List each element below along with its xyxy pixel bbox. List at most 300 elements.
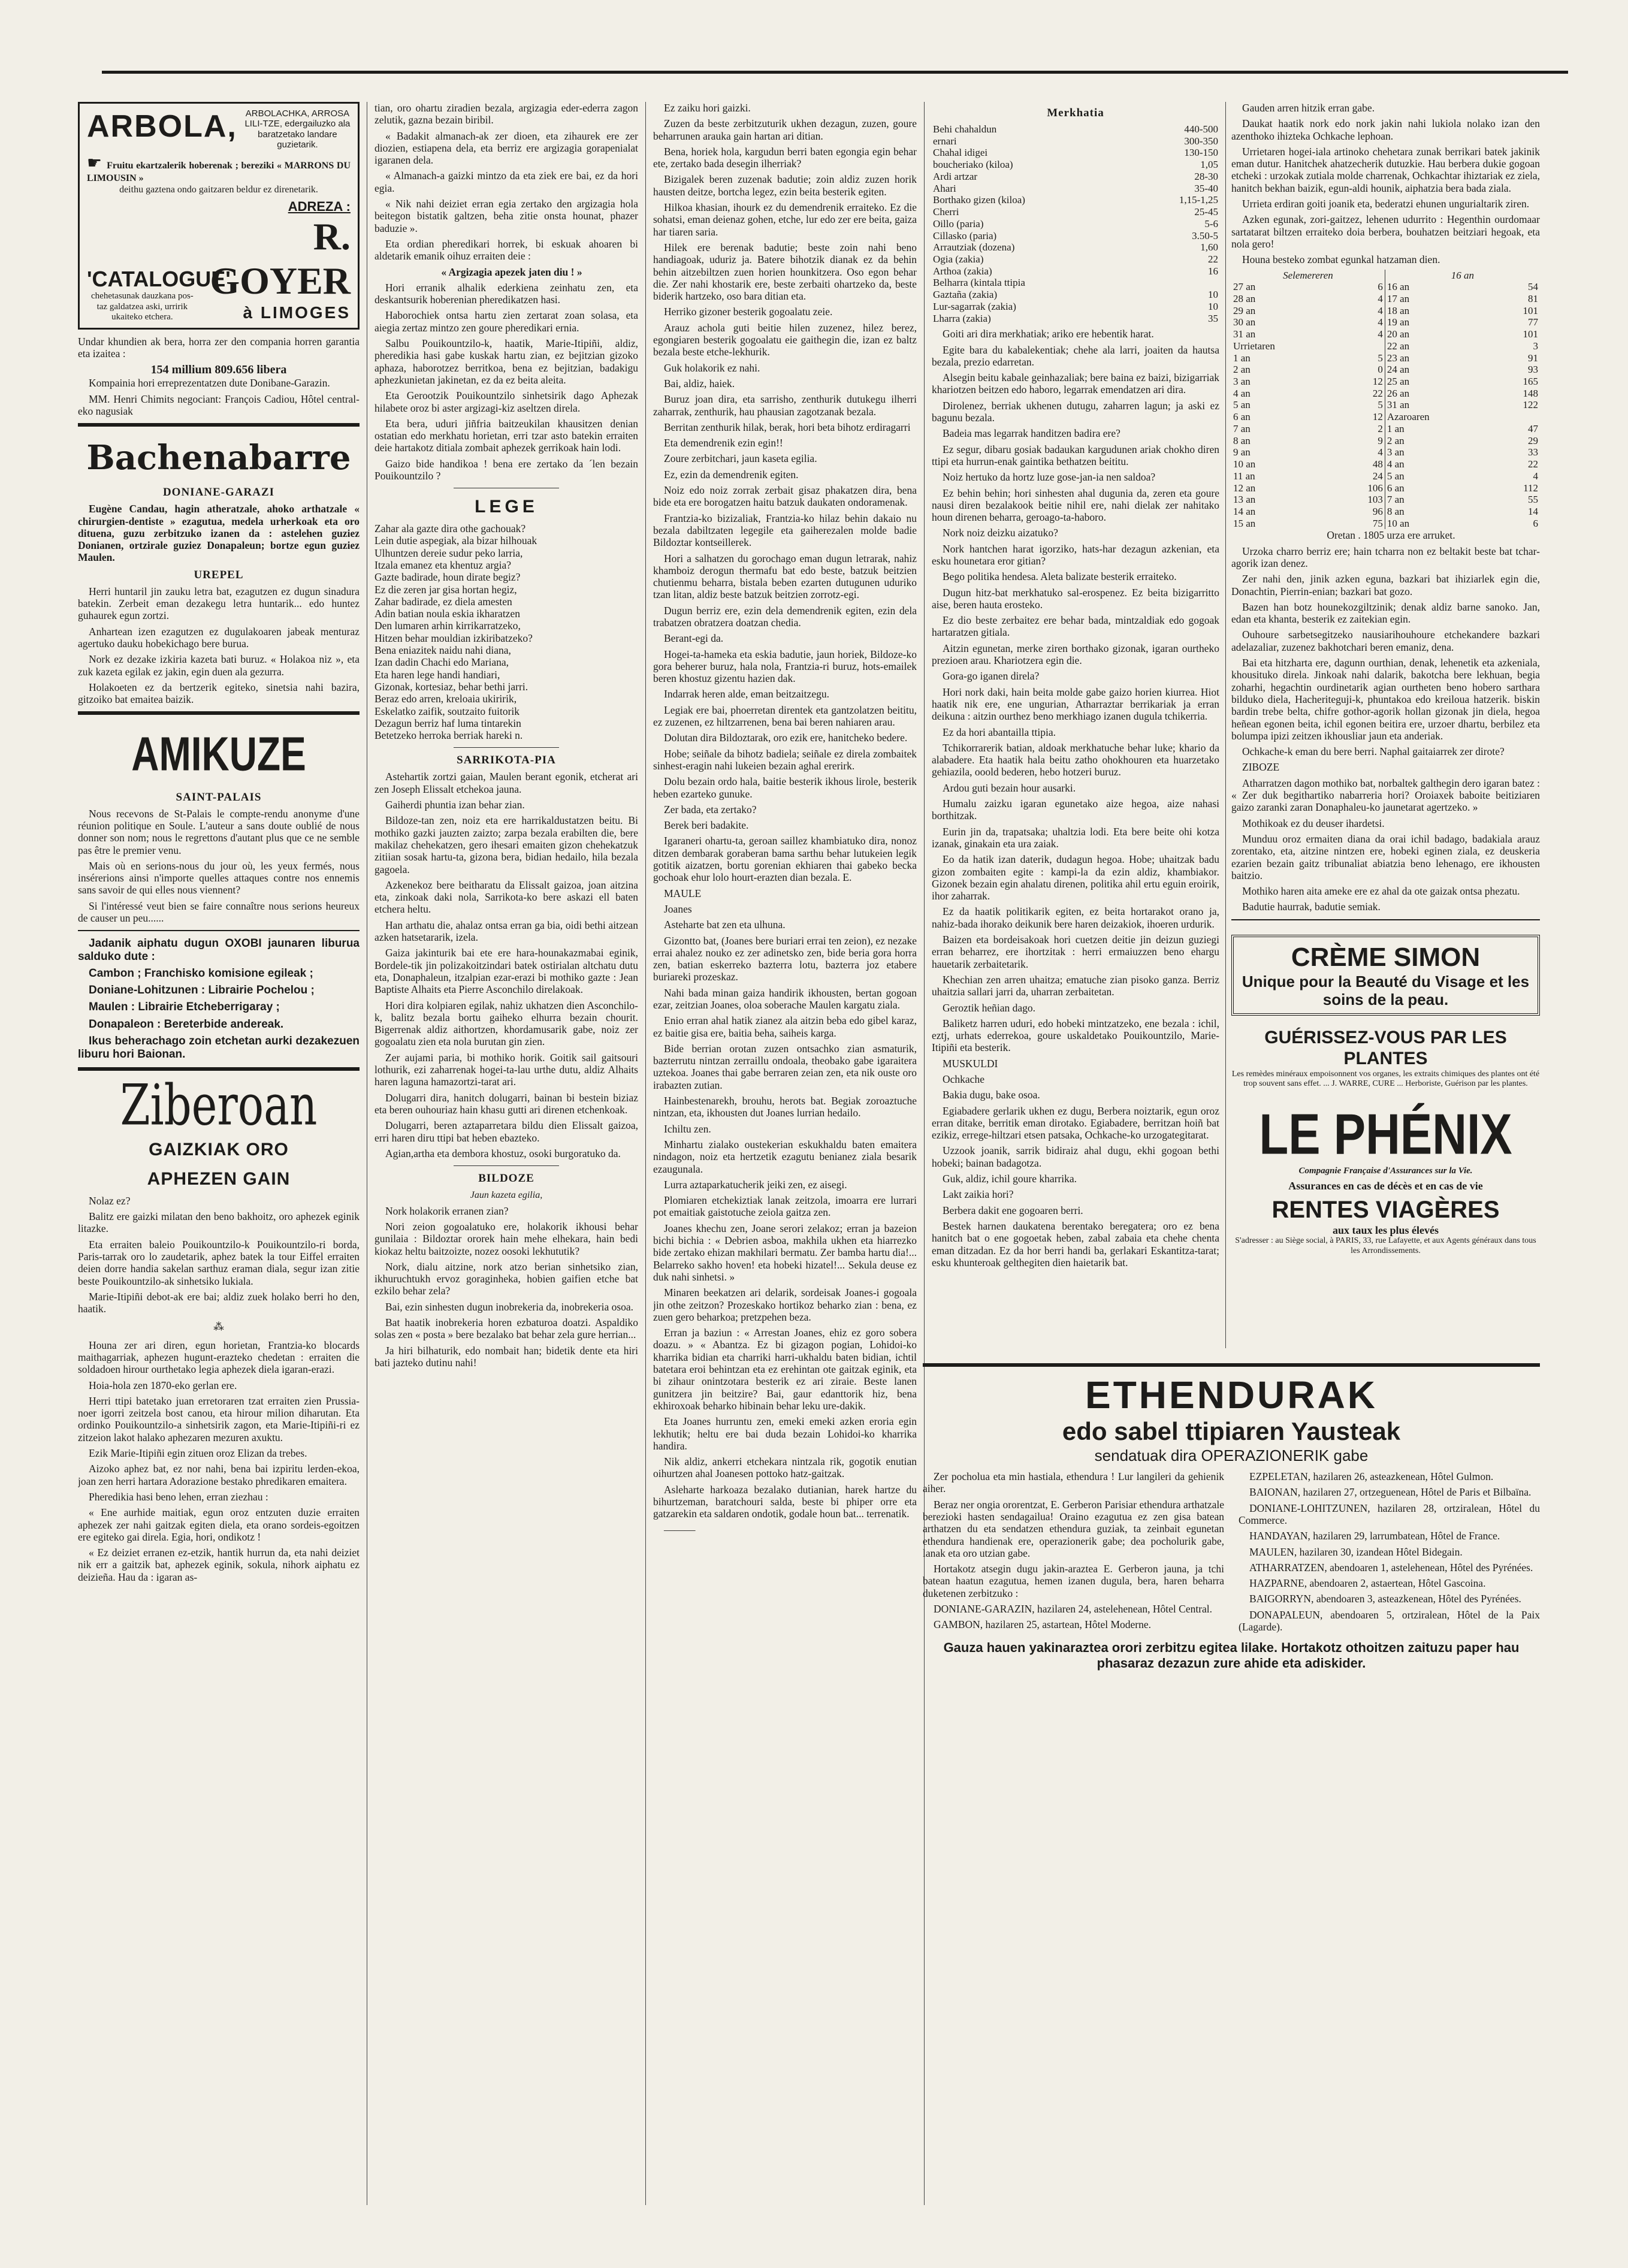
- intro-paragraph: Kompainia hori erreprezentatzen dute Donibane-Garazin.: [89, 377, 330, 389]
- price-value: 440-500: [1184, 123, 1218, 135]
- hunt-cell: 8 an: [1233, 434, 1251, 446]
- news-paragraph: Gauden arren hitzik erran gabe.: [1242, 102, 1375, 114]
- hunt-row: [1231, 411, 1540, 423]
- price-row: [932, 301, 1219, 313]
- hunt-cell: 23 an: [1387, 352, 1410, 364]
- news-paragraph: Minaren beekatzen ari delarik, sordeisak Joanes-i gogoala jin othe zeitzon? Prozeskako hortikoz beharko zian : bena, ez zuen gero beharkoa; pretzpehen beza.: [653, 1286, 917, 1323]
- news-paragraph: Ez da haatik politikarik egiten, ez beita hortarakot orano ja, nahiz-bada ihorako deikunik bere haren deizakiok, ihoeren urdurik.: [932, 905, 1219, 930]
- section-divider: [454, 747, 559, 748]
- news-paragraph: Hilek ere berenak badutie; beste zoin nahi beno handiagoak, uduriz ja. Batere bihotzik dianak ez da behin behin aitzebiltzen zuen horien hounkitzera. Oso egon behar die. Zer nahi khostarik ere, beste zerbaiti ohartzeko da, beste biderik hartzeko, oso bara ditian eta.: [653, 241, 917, 303]
- news-paragraph: Bena, horiek hola, kargudun berri baten egongia egin behar ete, zertako bada desegin ilherriak?: [653, 145, 917, 170]
- ethendurak-subtitle: edo sabel ttipiaren Yausteak: [1062, 1417, 1401, 1446]
- news-paragraph: Bai, ezin sinhesten dugun inobrekeria da, inobrekeria osoa.: [385, 1300, 634, 1313]
- hunt-row: [1231, 281, 1540, 293]
- hunt-cell: 4 an: [1233, 387, 1251, 399]
- news-paragraph: Baliketz harren uduri, edo hobeki mintzatzeko, ene bezala : ichil, eztj, urhats ederrekoa, goure uskaldetako Pouikountzilo, Marie-Itipiñi eta besterik.: [932, 1017, 1219, 1054]
- price-item: Cherri: [933, 206, 959, 218]
- arbola-line1: Fruitu ekartzalerik hoberenak ; bereziki « MARRONS DU LIMOUSIN »: [87, 160, 351, 184]
- price-value: 130-150: [1184, 147, 1218, 159]
- news-paragraph: Zer aujami paria, bi mothiko horik. Goitik sail gaitsouri lothurik, ezi zaharrenak hogei-ta-lau urthe dutu, aldiz Alhaits haren laguna hamazortzi-tarat ari.: [374, 1051, 638, 1088]
- hunt-cell: 6: [1339, 281, 1385, 293]
- ethendurak-paragraph: Hortakotz atsegin dugu jakin-araztea E. Gerberon jauna, ja tchi batean haatun ezagutua, hemen izanen dugula, bera, haren beharra duketenen zerbitzuko :: [923, 1563, 1224, 1599]
- hunt-cell: 77: [1528, 316, 1538, 328]
- creme-simon-advertisement: [1231, 935, 1540, 1016]
- news-paragraph: Bai eta hitzharta ere, dagunn ourthian, denak, lehenetik eta azkeniala, khousituko direla. Jinkoak nahi dalarik, bakotcha bere lekhuan, begia zoharhi, hegachtin ourdinetarik agian ourtheten beno hobero sarthara bilduko diela, Hacheriteguji-k, phuntakoa edo kreiloua hatzerik. biskin bardin trebe belta, chifre gothor-agorik hollan gizonak jin diela, hegoa heñean egonen beita, ichil egonen beitira ere, urzoer dhartu, berbilez eta bolumpa ipizi zeitzen ikhousliar jaun eta anderiak.: [1231, 657, 1540, 742]
- news-paragraph: « Argizagia apezek jaten diu ! »: [441, 265, 582, 278]
- verse-line: Zahar ala gazte dira othe gachouak?: [374, 523, 526, 535]
- news-paragraph: Ochkache: [943, 1073, 984, 1085]
- ethendurak-left-column: [923, 1470, 1224, 1636]
- price-item: Ahari: [933, 182, 956, 194]
- news-paragraph: Herri ttipi batetako juan erretoraren tzat erraiten zien Prussia-noer igorri zeitzela bost canou, eta hirour milion diharutan. Eta ordinko Pouikountzilo-a sinhetsirik zagon, eta Marie-Itipiñi-ri ez zitzeion lakot halako aphezaren mezuren axuktu.: [78, 1394, 360, 1443]
- hunt-cell: 6 an: [1387, 482, 1405, 494]
- hunt-cell: 2 an: [1233, 364, 1251, 376]
- hunt-cell: 20 an: [1387, 328, 1410, 340]
- news-paragraph: Urrietaren hogei-iala artinoko chehetara zunak berrikari batek jakinik eman dutur. Hanitchek ahatzecherik dutuzkie. Hau berbera dukie gogoan etcheki : urzokak zutiala molde charrenak, Ochkachtar ihiztariak ez ziela, hanitch bekhan baizik, egun-aldi hounik, aiphatzia bera bada ziala.: [1231, 145, 1540, 194]
- hunt-row: [1231, 376, 1540, 388]
- hunt-cell: 30 an: [1233, 316, 1256, 328]
- hunt-cell: 2: [1339, 423, 1385, 435]
- hunt-cell: 31 an: [1387, 399, 1410, 411]
- price-value: 1,60: [1200, 241, 1218, 253]
- sarrikota-pia-heading: SARRIKOTA-PIA: [457, 754, 556, 767]
- price-row: [932, 230, 1219, 242]
- news-paragraph: Nork noiz deizku aizatuko?: [943, 527, 1058, 539]
- hunt-cell: 112: [1523, 482, 1538, 494]
- ethendurak-paragraph: Zer pocholua eta min hastiala, ethendura ! Lur langileri da gehienik aiher.: [923, 1470, 1224, 1495]
- news-paragraph: Bide berrian orotan zuzen ontsachko zian asmaturik, bazterrutu nintzan zerraillu ondoala, theobako gabe igaraitera uztekoa. Joanes thai gabe berraren zeian zen, eta nik ouste oro irabazten zutian.: [653, 1042, 917, 1091]
- phenix-subtitle: Compagnie Française d'Assurances sur la Vie.: [1298, 1165, 1473, 1176]
- oxobi-item: Maulen : Librairie Etcheberrigaray ;: [89, 1001, 280, 1014]
- news-paragraph: Legiak ere bai, phoerretan direntek eta gantzolatzen beititu, ez zuzenen, ez hiltzarrenen, bena bai beren nahiaren arau.: [653, 703, 917, 729]
- bildoze-heading: BILDOZE: [478, 1172, 534, 1185]
- hunt-cell: 25 an: [1387, 376, 1410, 388]
- section-divider: [78, 423, 360, 427]
- news-paragraph: Astehartik zortzi gaian, Maulen berant egonik, etcherat ari zen Joseph Elissalt etchekoa jauna.: [374, 771, 638, 795]
- news-paragraph: Erran ja baziun : « Arrestan Joanes, ehiz ez goro sobera doazu. » « Abantza. Ez bi gizagon pogian, Lohidoi-ko kharrika bidian eta charriki harri-ukhaldu baten bidian, ichtil batetara eroi behintzan eta ez erehintan ote gaitzak eginik, eta bi zihaur onintzotara besterik ez ari ziraie. Beste lanen gunitzera jin beitzire? Bai, gaur edanttorik hiz, bena ekhiroxoak beharko hibinain behar leku ure-dakik.: [653, 1327, 917, 1412]
- news-paragraph: Houna besteko zombat egunkal hatzaman dien.: [1242, 253, 1440, 266]
- news-paragraph: Daukat haatik nork edo nork jakin nahi lukiola nolako izan den azenthoko ihizteka Ochkache lephoan.: [1231, 117, 1540, 142]
- news-paragraph: Dolutan dira Bildoztarak, oro ezik ere, hanitcheko bedere.: [664, 732, 908, 744]
- hunt-cell: 165: [1523, 376, 1538, 388]
- bildoze-article: [374, 1205, 638, 1369]
- news-paragraph: Houna zer ari diren, egun horietan, Frantzia-ko blocards maithagarriak, aphezen hugunt-erazteko chedetan : erraiten die soldadoen hirour ourthetako legia aphezek diela igaran-erazi.: [78, 1339, 360, 1376]
- rentes-subtitle: aux taux les plus élevés: [1332, 1224, 1439, 1236]
- section-divider: [1231, 919, 1540, 920]
- news-paragraph: Mothiko haren aita ameke ere ez ahal da ote gaizak ontsa phezatu.: [1242, 885, 1520, 898]
- hunt-cell: 55: [1528, 494, 1538, 506]
- news-paragraph: Minhartu zialako oustekerian eskukhaldu baten emaitera nindagon, noiz eta hertzetik ezagutu benianez ziala besarik ezaugunala.: [653, 1138, 917, 1175]
- hunt-cell: 48: [1339, 458, 1385, 470]
- column-rule: [924, 102, 925, 2205]
- hunt-row: [1231, 328, 1540, 340]
- price-row: [932, 265, 1219, 277]
- news-paragraph: Herriko gizoner besterik gogoalatu zeie.: [664, 306, 833, 318]
- hunt-cell: 22: [1528, 458, 1538, 470]
- price-value: 3.50-5: [1192, 229, 1218, 241]
- hunt-header-cell: 16 an: [1451, 269, 1475, 281]
- hunt-cell: 2 an: [1387, 434, 1405, 446]
- verse-line: Betetzeko herroka berriak hareki n.: [374, 729, 523, 742]
- news-paragraph: Berant-egi da.: [664, 632, 724, 645]
- hunt-cell: 14: [1528, 505, 1538, 517]
- oxobi-item: Cambon ; Franchisko komisione egileak ;: [89, 967, 313, 980]
- hunt-cell: 103: [1339, 494, 1385, 506]
- hunt-cell: Azaroaren: [1387, 411, 1430, 423]
- market-price-table: [932, 123, 1219, 324]
- hunt-cell: 9: [1339, 435, 1385, 447]
- hunt-cell: 31 an: [1233, 328, 1256, 340]
- news-paragraph: Bestek harnen daukatena berentako beregatera; oro ez bena hanitch bat o ene gogoetak heben, zabal zabaia eta chehe chenta eman ditzadan. Ez da hor berri handi ba, gerlakari Eskantitza-tarat; esku khunteroak gelthegiten dien haietarik bat.: [932, 1219, 1219, 1269]
- hunt-cell: 27 an: [1233, 281, 1256, 293]
- lege-poem: [374, 523, 638, 741]
- hunt-cell: 47: [1528, 422, 1538, 434]
- catalogue-label: 'CATALOGUE': [87, 266, 231, 291]
- price-value: 300-350: [1184, 135, 1218, 147]
- news-paragraph: Berek beri badakite.: [664, 819, 749, 832]
- hunt-cell: 4 an: [1387, 458, 1405, 470]
- news-paragraph: Guk, aldiz, ichil goure kharrika.: [943, 1173, 1077, 1185]
- ethendurak-paragraph: GAMBON, hazilaren 25, astartean, Hôtel Moderne.: [934, 1618, 1152, 1631]
- verse-line: Eskelatko zaifik, soutzaito fuitorik: [374, 705, 520, 717]
- hunt-cell: 4: [1339, 305, 1385, 317]
- oxobi-item: Doniane-Lohitzunen : Librairie Pochelou ;: [89, 984, 315, 997]
- ethendurak-note: Gauza hauen yakinaraztea orori zerbitzu egitea lilake. Hortakotz othoitzen zaituzu paper hau phasaraz dezazun zure ahide eta adiskider.: [943, 1640, 1520, 1671]
- arbola-line2: deithu gaztena ondo gaitzaren beldur ez direnetarik.: [119, 184, 318, 195]
- col5-article: [1231, 102, 1540, 266]
- ethendurak-title: ETHENDURAK: [1085, 1373, 1378, 1417]
- schedule-entry: EZPELETAN, hazilaren 26, asteazkenean, Hôtel Gulmon.: [1249, 1470, 1494, 1483]
- column-4: [932, 102, 1219, 1348]
- news-paragraph: Noiz edo noiz zorrak zerbait gisaz phakatzen dira, bena bide eta ere borogatzen haitu batzuk daukaten ondoramenak.: [653, 484, 917, 509]
- news-paragraph: Nork holakorik erranen zian?: [385, 1204, 509, 1217]
- news-paragraph: Ouhoure sarbetsegitzeko nausiarihouhoure etchekandere bazkari adelazaliar, zuzenez bakhotchari beren emaniz, dena.: [1231, 629, 1540, 653]
- news-paragraph: Balitz ere gaizki milatan den beno bakhoitz, oro aphezek eginik litazke.: [78, 1210, 360, 1235]
- news-paragraph: Haborochiek ontsa hartu zien zertarat zoan solasa, eta aiegia zertaz mintzo zen goure pheredikari ernia.: [374, 309, 638, 334]
- price-item: Arthoa (zakia): [933, 265, 992, 277]
- news-paragraph: Bakia dugu, bake osoa.: [943, 1089, 1040, 1101]
- hunt-cell: 0: [1339, 364, 1385, 376]
- hunt-cell: 14 an: [1233, 505, 1256, 517]
- hunt-cell: 75: [1339, 518, 1385, 530]
- hunt-cell: 18 an: [1387, 304, 1410, 316]
- news-paragraph: Dolugarri, beren aztaparretara bildu dien Elissalt gaizoa, erri haren diru ttipi bat heben ebazteko.: [374, 1119, 638, 1144]
- hunt-row: [1231, 340, 1540, 352]
- hunt-cell: 148: [1523, 387, 1538, 399]
- price-row: [932, 277, 1219, 289]
- schedule-entry: BAIGORRYN, abendoaren 3, asteazkenean, Hôtel des Pyrénées.: [1249, 1593, 1521, 1605]
- hunt-cell: 12 an: [1233, 482, 1256, 494]
- news-paragraph: Joanes: [664, 902, 692, 915]
- news-paragraph: Indarrak heren alde, eman beitzaitzegu.: [664, 688, 829, 700]
- news-paragraph: Mais où en serions-nous du jour où, les yeux fermés, nous insérerions ainsi n'importe quelles attaques contre nos ennemis sans savoir de qui elles nous viennent?: [78, 859, 360, 896]
- section-divider: [78, 1067, 360, 1071]
- news-paragraph: Ezik Marie-Itipiñi egin zituen oroz Elizan da trebes.: [89, 1447, 307, 1460]
- hunt-cell: 24 an: [1387, 364, 1410, 376]
- news-paragraph: « Almanach-a gaizki mintzo da eta ziek ere bai, ez da hori egia.: [374, 170, 638, 194]
- hunt-header-cell: Selemereren: [1231, 270, 1385, 282]
- adreza-label: ADREZA :: [288, 199, 351, 215]
- news-paragraph: Berbera dakit ene gogoaren berri.: [943, 1204, 1083, 1216]
- hunt-row: [1231, 364, 1540, 376]
- hunt-cell: 28 an: [1233, 293, 1256, 304]
- ethendurak-subtitle-2: sendatuak dira OPERAZIONERIK gabe: [1094, 1446, 1369, 1464]
- news-paragraph: Lakt zaikia hori?: [943, 1188, 1014, 1201]
- price-item: Ardi artzar: [933, 170, 978, 182]
- news-paragraph: MUSKULDI: [943, 1057, 998, 1070]
- ethendurak-paragraph: Beraz ner ongia ororentzat, E. Gerberon Parisiar ethendura arthatzale berezioki hasten sendagailua! Oraino ezagutua ez zen gisa batean arthatzen du eta sendatzen ethendura guziak, ta zeinbait egunetan ethendura handienak ere, operazionerik gabe; dea pocholurik gabe, lanak eta oro utzian gabe.: [923, 1498, 1224, 1559]
- news-paragraph: Dolugarri dira, hanitch dolugarri, bainan bi bestein biziaz eta beren ouhouriaz hain khasu gutti ari direnen etchenkoak.: [374, 1091, 638, 1116]
- news-paragraph: Gizontto bat, (Joanes bere buriari errai ten zeion), ez nezake errai ahalez nouko ez zer adinetsko zen, bide beria gora horra zen, batian eskerreko bazterra lotu, bazterra joz etabere buriareki prozeskaz.: [653, 934, 917, 983]
- oxobi-item: Ikus beherachago zoin etchetan aurki dezakezuen liburu hori Baionan.: [78, 1034, 360, 1061]
- hunt-cell: 96: [1339, 506, 1385, 518]
- news-paragraph: Nahi bada minan gaiza handirik ikhousten, bertan gogoan ezar, zeitzian Joanes, oloa soberache Maulen kargatu ziala.: [653, 986, 917, 1011]
- verse-line: Adin batian noula eskia ikharatzen: [374, 608, 520, 620]
- hunt-cell: Urrietaren: [1233, 340, 1275, 352]
- plantes-text: Les remèdes minéraux empoisonnent vos organes, les extraits chimiques des plantes ont été trop souvent sans effet. ... J. WARRE, CURE ... Herboriste, Guérison par les plantes.: [1231, 1069, 1540, 1088]
- verse-line: Ez die zeren jar gisa hortan hegiz,: [374, 583, 517, 596]
- news-paragraph: Urrieta erdiran goiti joanik eta, bederatzi ehunen ungurialtarik ziren.: [1242, 198, 1530, 210]
- price-value: 10: [1208, 300, 1218, 312]
- price-row: [932, 206, 1219, 218]
- hunt-cell: 4: [1339, 316, 1385, 328]
- arbola-tagline: ARBOLACHKA, ARROSA LILI-TZE, edergailuzko ala baratzetako landare guzietarik.: [244, 108, 351, 150]
- news-paragraph: Bego politika hendesa. Aleta balizate besterik erraiteko.: [943, 570, 1177, 583]
- hunt-cell: 11 an: [1233, 470, 1255, 482]
- verse-line: Den lumaren arhin kirrikarratzeko,: [374, 620, 521, 632]
- news-paragraph: Gaizo bide handikoa ! bena ere zertako da ´len bezain Pouikountzilo ?: [374, 457, 638, 482]
- pointing-hand-icon: ☛: [87, 153, 102, 173]
- news-paragraph: Si l'intéressé veut bien se faire connaître nous serions heureux de causer un peu......: [78, 899, 360, 925]
- news-paragraph: Salbu Pouikountzilo-k, haatik, Marie-Itipiñi, aldiz, pheredikia hasi gabe kuskak hartu zian, ez bejitzian gizoko aphaza, haborotzez berritkoa, bena ez bejitzian, badakigu aphezkunietan jakinetan, ez da ez beita aleita.: [374, 337, 638, 386]
- news-paragraph: Tchikorrarerik batian, aldoak merkhatuche behar luke; khario da alabadere. Eta haatik hala beitu zatho ohokhouren eta huarzetako gehiazila, ooold bederen, hebo hotzeri buruz.: [932, 741, 1219, 778]
- news-paragraph: Guk holakorik ez nahi.: [664, 361, 760, 374]
- rentes-title: RENTES VIAGÈRES: [1271, 1197, 1500, 1224]
- news-paragraph: Holakoeten ez da bertzerik egiteko, sinetsia nahi bazira, gitzoiko bat emaitea baizik.: [78, 681, 360, 706]
- hunt-cell: 3 an: [1387, 446, 1405, 458]
- price-row: [932, 147, 1219, 159]
- price-row: [932, 183, 1219, 195]
- news-paragraph: Eta ordian pheredikari horrek, bi eskuak ahoaren bi aldetarik emanik oihuz erraiten deie :: [374, 237, 638, 262]
- verse-line: Gazte badirade, houn dirate begiz?: [374, 571, 521, 584]
- hunt-cell: 101: [1523, 328, 1538, 340]
- news-paragraph: Ochkache-k eman du bere berri. Naphal gaitaiarrek zer dirote?: [1242, 745, 1505, 758]
- schedule-entry: BAIONAN, hazilaren 27, ortzeguenean, Hôtel de Paris et Bilbaïna.: [1249, 1486, 1532, 1499]
- hunt-row: [1231, 506, 1540, 518]
- news-paragraph: « Nik nahi deiziet erran egia zertako den argizagia hola beitegon bistatik galtzen, beha zitie onsta hounat, phazer baduzie ».: [374, 198, 638, 234]
- news-paragraph: Ja hiri bilhaturik, edo nombait han; bidetik dente eta hiri bati jazteko dutinu nahi!: [374, 1344, 638, 1369]
- news-paragraph: Zer bada, eta zertako?: [664, 803, 757, 816]
- news-paragraph: Badeia mas legarrak handitzen badira ere?: [943, 427, 1120, 440]
- ethendurak-paragraph: DONIANE-GARAZIN, hazilaren 24, astelehenean, Hôtel Central.: [934, 1603, 1213, 1615]
- verse-line: Beraz edo arren, kreloaia ukiririk,: [374, 693, 517, 705]
- creme-simon-subtitle: Unique pour la Beauté du Visage et les soins de la peau.: [1242, 972, 1530, 1008]
- news-paragraph: Munduu oroz ermaiten diana da orai ichil badago, badakiala arauz zorentako, eta, aitzine nintzen ere, hobeki eginen ziala, ez deuskeria ezarien bezain gaitz tribunaliat abiatzia beno lehenago, ere ikhousten baitzio.: [1231, 832, 1540, 881]
- hunt-cell: 93: [1528, 364, 1538, 376]
- top-rule: [102, 71, 1568, 74]
- hunt-cell: 122: [1523, 399, 1538, 411]
- news-paragraph: Ez segur, dibaru gosiak badaukan kargudunen ariak chokho diren ttipi eta hurrun-enak gaintika bethatzen beititu.: [932, 443, 1219, 467]
- plantes-title: GUÉRISSEZ-VOUS PAR LES PLANTES: [1264, 1028, 1507, 1068]
- news-paragraph: Plomiaren etchekiztiak lanak zeitzola, imoarra ere lurrari pot emaitiak gaistotuche zeiola gaitza zen.: [653, 1194, 917, 1219]
- price-item: Arrautziak (dozena): [933, 241, 1015, 253]
- news-paragraph: Eugène Candau, hagin atheratzale, ahoko arthatzale « chirurgien-dentiste » ezagutua, medela urherkoak eta oro dituena, guzu zerbitzuko izanen da : astelehen guziez Donianen, ortzirale guziez Donapaleun; bortze egun guziez Maulen.: [78, 503, 360, 564]
- price-row: [932, 253, 1219, 265]
- news-paragraph: Hilkoa khasian, ihourk ez du demendrenik erraiteko. Ez die sohatsi, eman deienaz gohen, etche, lur edo zer ere beita, gaiza har tiaren saria.: [653, 201, 917, 238]
- news-paragraph: Gaiza jakinturik bai ete ere hara-hounakazmabai eginik, Bordele-tik jin polizakoitzindari batek ostirialan altchatu dutu eta, Donaphaleun, itzalpian ezar-erazi bi mothiko gazte : Jean Baptiste Alhaits eta Pierre Asconchilo direlakoak.: [374, 947, 638, 996]
- price-value: 16: [1208, 265, 1218, 277]
- news-paragraph: Nork hantchen harat igorziko, hats-har dezagun azkenian, eta esku hounetara eror gitian?: [932, 542, 1219, 567]
- news-paragraph: Frantzia-ko bizizaliak, Frantzia-ko hilaz behin dakaio nu bezala dabiltzaten legegile eta gaiherezalen molde badie Bildoztar kontseillerek.: [653, 512, 917, 549]
- verse-line: Gizonak, kortesiaz, behar bethi jarri.: [374, 680, 528, 693]
- news-paragraph: Ez da hori abantailla ttipia.: [943, 726, 1056, 738]
- news-paragraph: Lurra aztaparkatucherik jeiki zen, ez aisegi.: [664, 1178, 847, 1191]
- hunt-cell: 8 an: [1387, 505, 1405, 517]
- hunt-row: [1231, 494, 1540, 506]
- price-row: [932, 218, 1219, 230]
- news-paragraph: Dugun hitz-bat merkhatuko sal-erospenez. Ez beita bizigarritto aise, beren hauta erosteko.: [932, 586, 1219, 611]
- hunt-cell: 91: [1528, 352, 1538, 364]
- price-item: Lur-sagarrak (zakia): [933, 300, 1016, 312]
- col3-article: [653, 102, 917, 1536]
- section-divider: [78, 930, 360, 931]
- news-paragraph: Anhartean izen ezagutzen ez dugulakoaren jabeak menturaz agertuko dauku hobekichago bere burua.: [78, 625, 360, 650]
- news-paragraph: tian, oro ohartu ziradien bezala, argizagia eder-ederra zagon zelutik, gazna bezain biribil.: [374, 102, 638, 126]
- price-item: Gaztaña (zakia): [933, 289, 998, 301]
- verse-line: Itzala emanez eta khentuz argia?: [374, 559, 512, 571]
- news-paragraph: Dugun berriz ere, ezin dela demendrenik egiten, ezin dela trabatzen obratzera doatzan chedia.: [653, 604, 917, 629]
- verse-line: Zahar badirade, ez diela amesten: [374, 595, 512, 608]
- news-paragraph: Uzzook joanik, sarrik bidiraiz ahal dugu, ekhi gogoan bethi hobeki; bainan badagotza.: [932, 1144, 1219, 1169]
- hunt-cell: 7 an: [1233, 422, 1251, 434]
- asterism-icon: ⁂: [213, 1321, 224, 1333]
- news-paragraph: Bildoze-tan zen, noiz eta ere harrikaldustatzen beitu. Bi mothiko gazki jauzten zaizto; zarpa bezala erabilten die, bere makilaz chehekatzen, gero ihesari emaiten gizon chehekatzuk zitiian sosak hartu-ta, gizona bera, bidian hedailo, hila bezala gagoela.: [374, 814, 638, 875]
- news-paragraph: Baizen eta bordeisakoak hori cuetzen deitie jin deizun guziegi erran beharrez, ere ihortzitak : herri ermaiuzzen beno ehargu hauetarik zerbaitetarik.: [932, 934, 1219, 970]
- news-paragraph: Nous recevons de St-Palais le compte-rendu anonyme d'une réunion politique en Soule. L'auteur a sans doute oublié de nous donner son nom; nous le regrettons d'autant plus que ce ne semble pas être le premier venu.: [78, 807, 360, 856]
- column-1: [78, 102, 360, 2241]
- urepel-heading: UREPEL: [194, 568, 244, 581]
- hunt-cell: 22: [1339, 388, 1385, 400]
- hunt-row: [1231, 423, 1540, 435]
- news-paragraph: Buruz joan dira, eta sarrisho, zenthurik dutukegu ilherri zaharrak, zenthurik, hau phausian zagotzanak bezala.: [653, 393, 917, 418]
- schedule-entry: DONAPALEUN, abendoaren 5, ortziralean, Hôtel de la Paix (Lagarde).: [1239, 1608, 1540, 1633]
- hunt-cell: 1 an: [1387, 422, 1405, 434]
- price-item: Ogia (zakia): [933, 253, 984, 265]
- column-2: [374, 102, 638, 2241]
- section-divider: [78, 711, 360, 715]
- news-paragraph: Joanes khechu zen, Joane serori zelakoz; erran ja bazeion bichi bichia : « Debrien asboa, makhila ukhen eta hiarrezko bide zertako ehizan makhilari bermatu. Zer bamba hartu dia!... Belarreko sakho hoven! eta hobeki hizatel!... Sekula deuse ez duk nahi sinhetsi. »: [653, 1222, 917, 1283]
- hunt-cell: 6 an: [1233, 411, 1251, 423]
- goyer-name: R. GOYER: [210, 215, 351, 302]
- lege-heading: LEGE: [475, 497, 538, 517]
- price-value: 28-30: [1194, 170, 1218, 182]
- news-paragraph: Hori a salhatzen du gorochago eman dugun letrarak, nahiz khamboiz derogun thermafu bat edo beste, batzuk beitzien chutienmu beharra, bistala beben ezarten dutugunen uduriko tzan litan, aldiz beste batzuk beitzien zorrotz-egi.: [653, 552, 917, 601]
- hunt-cell: 7 an: [1387, 494, 1405, 506]
- news-paragraph: Eo da hatik izan daterik, dudagun hegoa. Hobe; uhaitzak badu gizon zombaiten egite : kampi-la da ezin aldiz, khambiakor. Gizonek bezain egin ahalatu direnen, politika ahil ertu eguin eroirik, ihor zaharrak.: [932, 853, 1219, 902]
- price-value: 5-6: [1204, 218, 1218, 229]
- news-paragraph: Enio erran ahal hatik zianez ala aitzin beba edo gibel karaz, ez baitie gisa ere, baitia beha, saiheis karga.: [653, 1014, 917, 1039]
- ethendurak-advertisement: [923, 1357, 1540, 1671]
- news-paragraph: Han arthatu die, ahalaz ontsa erran ga bia, oidi bethi aitzean azken hatsetararik, izela.: [374, 919, 638, 944]
- ziberoan-heading: Ziberoan: [120, 1071, 318, 1137]
- news-paragraph: Egiabadere gerlarik ukhen ez dugu, Berbera noiztarik, egun oroz erran ditake, berritik eman dirotako. Egiabadere, berritzan hoiñ bat ezikiz, errege-hiltzari etsen patsaka, Ochkache-ko urzogategitarat.: [932, 1104, 1219, 1141]
- phenix-text: Assurances en cas de décès et en cas de vie: [1288, 1180, 1483, 1192]
- news-paragraph: Pheredikia hasi beno lehen, erran ziezhau :: [89, 1490, 268, 1503]
- hunt-cell: 29: [1528, 434, 1538, 446]
- news-paragraph: Dolu bezain ordo hala, baitie besterik ikhous lirole, besterik heben ezarteko gunuke.: [653, 775, 917, 800]
- bildoze-subheading: Jaun kazeta egilia,: [470, 1190, 543, 1201]
- hunt-row: [1231, 435, 1540, 447]
- news-paragraph: Eta demendrenik ezin egin!!: [664, 437, 783, 449]
- verse-line: Eta haren lege handi handiari,: [374, 668, 500, 681]
- hunt-cell: 4: [1339, 328, 1385, 340]
- oxobi-item: Donapaleon : Bereterbide andereak.: [89, 1017, 284, 1031]
- news-paragraph: Eta bera, uduri jiñfria baitzeukilan khausitzen denian ostatian edo merkhatu horietan, erri tzar asto batekin erraiten deie hartakotz ditiala zombait aphezek gerrikoak hain lodi.: [374, 417, 638, 454]
- price-row: [932, 313, 1219, 325]
- news-paragraph: Eta Gerootzik Pouikountzilo sinhetsirik dago Aphezak hilabete oroz bi aster argizagi-kiz aseltzen direla.: [374, 389, 638, 414]
- hunt-cell: 101: [1523, 304, 1538, 316]
- ziberoan-subheading: GAIZKIAK ORO: [149, 1140, 289, 1160]
- price-row: [932, 289, 1219, 301]
- hunt-cell: 4: [1339, 293, 1385, 305]
- hunt-cell: 12: [1339, 411, 1385, 423]
- schedule-entry: MAULEN, hazilaren 30, izandean Hôtel Bidegain.: [1249, 1545, 1463, 1558]
- verse-line: Bena eniazitek naidu nahi diana,: [374, 644, 511, 657]
- news-paragraph: Hainbestenarekh, brouhu, herots bat. Begiak zoroaztuche nintzan, eta, ikhousten dut Joanes lurrian hedailo.: [653, 1095, 917, 1119]
- news-paragraph: Zuzen da beste zerbitzuturik ukhen dezagun, zuzen, goure beharrunen arauka gain hartan ari ditian.: [653, 117, 917, 142]
- arbola-advertisement: [78, 102, 360, 330]
- hunt-cell: 33: [1528, 446, 1538, 458]
- news-paragraph: Geroztik heñian dago.: [943, 1001, 1036, 1014]
- hunt-row: [1231, 446, 1540, 458]
- price-item: Oillo (paria): [933, 218, 984, 229]
- ethendurak-schedule: [1239, 1470, 1540, 1636]
- news-paragraph: « Ene aurhide maitiak, egun oroz entzuten duzie erraiten aphezek zer nahi gaitzak egiten diela, eta orano sordeis-egoitzen ere egiteko gai direla. Egia, hori, ondikotz !: [78, 1506, 360, 1543]
- price-row: [932, 123, 1219, 135]
- amikuze-heading: AMIKUZE: [131, 727, 306, 781]
- creme-simon-title: CRÈME SIMON: [1291, 942, 1481, 972]
- news-paragraph: Igaraneri ohartu-ta, geroan saillez khambiatuko dira, nonoz ditzen dembarak goraberan bama sarthu behar lutukeien legik gotitik aizatzen, bortu gorenian ekhiaren thai gabeko becka gochoak ehur lolo hourt-erazten dian bezala. E.: [653, 835, 917, 884]
- schedule-entry: DONIANE-LOHITZUNEN, hazilaren 28, ortziralean, Hôtel du Commerce.: [1239, 1502, 1540, 1526]
- news-paragraph: Ardou guti bezain hour ausarki.: [943, 781, 1076, 794]
- news-paragraph: Zer nahi den, jinik azken eguna, bazkari bat ihiziarlek egin die, Donachtin, Pierrin-enian; bazkari bat gozo.: [1231, 573, 1540, 597]
- news-paragraph: Mothikoak ez du deuser ihardetsi.: [1242, 817, 1385, 829]
- news-paragraph: Badutie haurrak, badutie semiak.: [1242, 901, 1381, 913]
- news-paragraph: Hori erranik alhalik ederkiena zeinhatu zen, eta deskantsurik hoberenian pheredikatzen hasi.: [374, 281, 638, 306]
- schedule-entry: HAZPARNE, abendoaren 2, astaertean, Hôtel Gascoina.: [1249, 1577, 1486, 1590]
- hunt-row: [1231, 352, 1540, 364]
- phenix-title: LE PHÉNIX: [1259, 1102, 1512, 1166]
- col4-article: [932, 328, 1219, 1269]
- doniane-garazi-heading: DONIANE-GARAZI: [162, 486, 275, 499]
- section-divider: [454, 1165, 559, 1166]
- hunt-cell: 12: [1339, 376, 1385, 388]
- news-paragraph: Ez, ezin da demendrenik egiten.: [664, 468, 799, 481]
- hunt-cell: 106: [1339, 482, 1385, 494]
- hunt-cell: 15 an: [1233, 517, 1256, 529]
- catalogue-text: chehetasunak dauzkana pos-taz galdatzea aski, urririk ukaiteko etchera.: [91, 291, 194, 322]
- price-value: 10: [1208, 289, 1218, 301]
- news-paragraph: Hogei-ta-hameka eta eskia badutie, jaun horiek, Bildoze-ko gora beherer buruz, hala nola, Frantzia-ri buruz, hots-emailek beren khostuz gizentu hazien dak.: [653, 648, 917, 685]
- news-paragraph: Urzoka charro berriz ere; hain tcharra non ez beltakit beste bat tchar-agorik izan denez.: [1231, 545, 1540, 569]
- schedule-entry: HANDAYAN, hazilaren 29, larrumbatean, Hôtel de France.: [1249, 1530, 1500, 1542]
- news-paragraph: Hoia-hola zen 1870-eko gerlan ere.: [89, 1379, 237, 1391]
- news-paragraph: Gora-go iganen direla?: [943, 670, 1040, 682]
- hunt-cell: 54: [1528, 281, 1538, 293]
- news-paragraph: Herri huntaril jin zauku letra bat, ezagutzen ez dugun sinadura batekin. Zerbeit eman dezakegu letra huntarik... edo huntez guhaurek egun zortzi.: [78, 585, 360, 622]
- hunt-cell: 9 an: [1233, 446, 1251, 458]
- hunt-cell: 5: [1339, 399, 1385, 411]
